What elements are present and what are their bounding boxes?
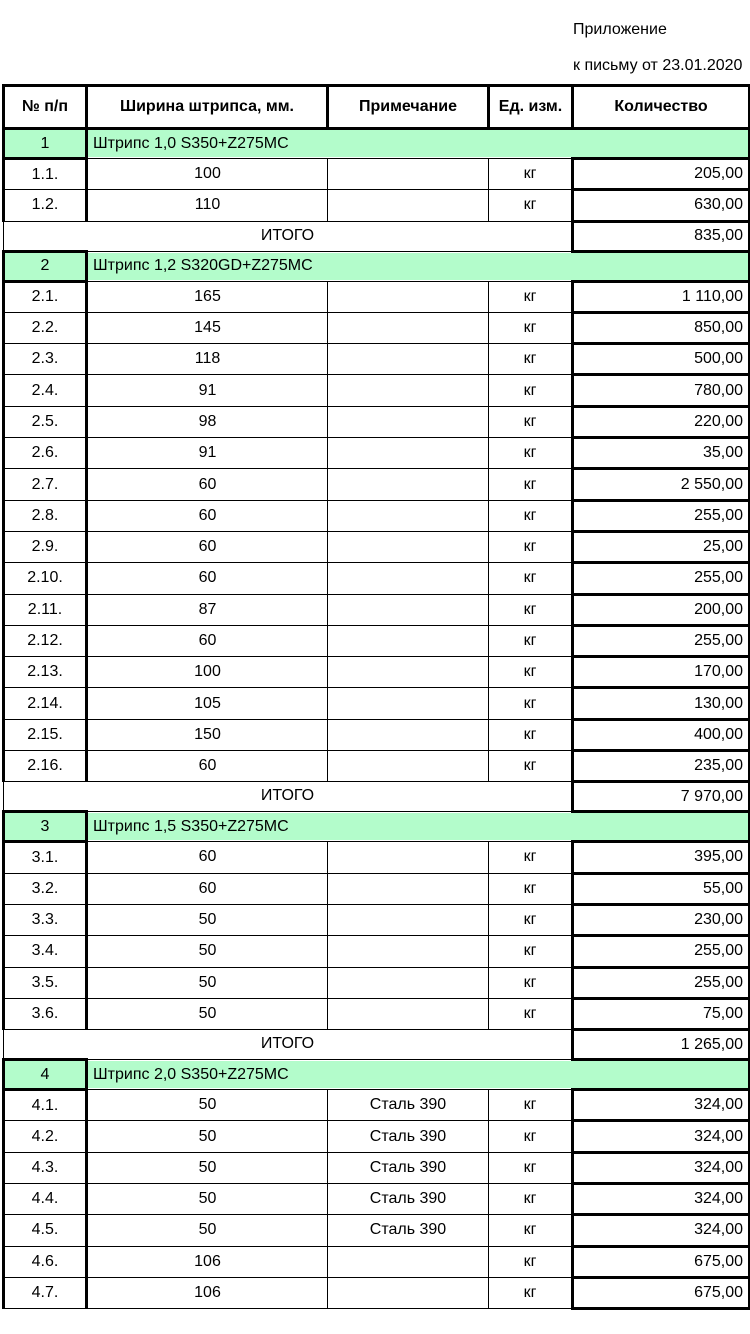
unit-of-measure: кг	[489, 1121, 573, 1152]
unit-of-measure: кг	[489, 657, 573, 688]
row-note	[328, 190, 489, 221]
unit-of-measure: кг	[489, 159, 573, 190]
total-label: ИТОГО	[4, 221, 573, 251]
row-number: 4.2.	[4, 1121, 87, 1152]
table-row	[4, 967, 750, 998]
row-number: 4.1.	[4, 1090, 87, 1121]
strip-width: 50	[87, 904, 328, 935]
table-row	[4, 312, 750, 343]
total-row	[4, 1030, 750, 1060]
row-note	[328, 281, 489, 312]
quantity: 230,00	[573, 904, 750, 935]
table-body	[4, 129, 750, 1309]
table-row	[4, 469, 750, 500]
row-number: 1.2.	[4, 190, 87, 221]
row-number: 2.3.	[4, 344, 87, 375]
row-number: 2.11.	[4, 594, 87, 625]
section-number: 1	[4, 129, 87, 159]
unit-of-measure: кг	[489, 406, 573, 437]
quantity: 255,00	[573, 936, 750, 967]
section-row	[4, 1060, 750, 1090]
strip-width: 60	[87, 563, 328, 594]
table-row	[4, 688, 750, 719]
quantity: 500,00	[573, 344, 750, 375]
quantity: 400,00	[573, 719, 750, 750]
row-number: 3.3.	[4, 904, 87, 935]
table-row	[4, 406, 750, 437]
unit-of-measure: кг	[489, 967, 573, 998]
row-number: 4.6.	[4, 1246, 87, 1277]
row-number: 4.5.	[4, 1215, 87, 1246]
quantity: 255,00	[573, 563, 750, 594]
row-number: 2.2.	[4, 312, 87, 343]
row-note	[328, 625, 489, 656]
unit-of-measure: кг	[489, 1246, 573, 1277]
row-number: 2.13.	[4, 657, 87, 688]
unit-of-measure: кг	[489, 936, 573, 967]
row-number: 2.1.	[4, 281, 87, 312]
strip-width: 50	[87, 1215, 328, 1246]
table-row	[4, 375, 750, 406]
row-note	[328, 563, 489, 594]
strip-width: 91	[87, 438, 328, 469]
unit-of-measure: кг	[489, 873, 573, 904]
row-note	[328, 406, 489, 437]
unit-of-measure: кг	[489, 1152, 573, 1183]
row-number: 2.14.	[4, 688, 87, 719]
row-note	[328, 688, 489, 719]
row-number: 2.16.	[4, 751, 87, 782]
row-number: 4.4.	[4, 1184, 87, 1215]
table-row	[4, 1090, 750, 1121]
total-label: ИТОГО	[4, 1030, 573, 1060]
unit-of-measure: кг	[489, 719, 573, 750]
strip-width: 91	[87, 375, 328, 406]
table-row	[4, 1121, 750, 1152]
section-number: 4	[4, 1060, 87, 1090]
row-note	[328, 375, 489, 406]
row-note	[328, 469, 489, 500]
quantity: 2 550,00	[573, 469, 750, 500]
appendix-title: Приложение	[573, 21, 667, 38]
row-number: 2.9.	[4, 531, 87, 562]
table-row	[4, 751, 750, 782]
total-quantity: 1 265,00	[573, 1030, 750, 1060]
row-note	[328, 312, 489, 343]
quantity: 205,00	[573, 159, 750, 190]
unit-of-measure: кг	[489, 281, 573, 312]
quantity: 200,00	[573, 594, 750, 625]
unit-of-measure: кг	[489, 469, 573, 500]
unit-of-measure: кг	[489, 1184, 573, 1215]
unit-of-measure: кг	[489, 375, 573, 406]
unit-of-measure: кг	[489, 190, 573, 221]
row-number: 2.6.	[4, 438, 87, 469]
section-row	[4, 812, 750, 842]
row-number: 4.7.	[4, 1277, 87, 1308]
row-number: 3.2.	[4, 873, 87, 904]
row-number: 2.15.	[4, 719, 87, 750]
row-number: 2.8.	[4, 500, 87, 531]
col-header-quantity: Количество	[573, 86, 750, 129]
strip-width: 165	[87, 281, 328, 312]
appendix-letter-date: к письму от 23.01.2020	[573, 57, 743, 74]
strip-order-table	[2, 84, 750, 1310]
unit-of-measure: кг	[489, 344, 573, 375]
unit-of-measure: кг	[489, 594, 573, 625]
section-title: Штрипс 1,2 S320GD+Z275MC	[87, 251, 750, 281]
table-row	[4, 1246, 750, 1277]
quantity: 255,00	[573, 625, 750, 656]
row-number: 3.1.	[4, 842, 87, 873]
table-row	[4, 998, 750, 1029]
table-row	[4, 531, 750, 562]
quantity: 675,00	[573, 1246, 750, 1277]
row-number: 1.1.	[4, 159, 87, 190]
unit-of-measure: кг	[489, 1215, 573, 1246]
row-note	[328, 159, 489, 190]
col-header-unit: Ед. изм.	[489, 86, 573, 129]
row-note	[328, 998, 489, 1029]
section-title: Штрипс 1,0 S350+Z275MC	[87, 129, 750, 159]
strip-width: 60	[87, 500, 328, 531]
strip-width: 150	[87, 719, 328, 750]
strip-width: 50	[87, 998, 328, 1029]
table-row	[4, 1184, 750, 1215]
table-row	[4, 500, 750, 531]
table-row	[4, 1152, 750, 1183]
table-row	[4, 842, 750, 873]
strip-width: 60	[87, 469, 328, 500]
section-title: Штрипс 1,5 S350+Z275MC	[87, 812, 750, 842]
strip-width: 50	[87, 1152, 328, 1183]
row-note	[328, 531, 489, 562]
quantity: 25,00	[573, 531, 750, 562]
unit-of-measure: кг	[489, 625, 573, 656]
section-number: 2	[4, 251, 87, 281]
row-number: 2.10.	[4, 563, 87, 594]
total-row	[4, 782, 750, 812]
strip-width: 60	[87, 842, 328, 873]
unit-of-measure: кг	[489, 531, 573, 562]
quantity: 630,00	[573, 190, 750, 221]
quantity: 395,00	[573, 842, 750, 873]
strip-width: 60	[87, 751, 328, 782]
quantity: 255,00	[573, 967, 750, 998]
strip-width: 60	[87, 531, 328, 562]
quantity: 780,00	[573, 375, 750, 406]
quantity: 1 110,00	[573, 281, 750, 312]
row-note	[328, 1277, 489, 1308]
section-row	[4, 129, 750, 159]
strip-width: 105	[87, 688, 328, 719]
row-note	[328, 657, 489, 688]
quantity: 35,00	[573, 438, 750, 469]
strip-width: 87	[87, 594, 328, 625]
unit-of-measure: кг	[489, 312, 573, 343]
total-label: ИТОГО	[4, 782, 573, 812]
row-note	[328, 967, 489, 998]
strip-width: 118	[87, 344, 328, 375]
section-row	[4, 251, 750, 281]
table-row	[4, 873, 750, 904]
unit-of-measure: кг	[489, 904, 573, 935]
table-row	[4, 904, 750, 935]
row-note	[328, 719, 489, 750]
header-row	[4, 86, 750, 129]
col-header-number: № п/п	[4, 86, 87, 129]
row-note: Сталь 390	[328, 1215, 489, 1246]
table-row	[4, 657, 750, 688]
quantity: 75,00	[573, 998, 750, 1029]
section-title: Штрипс 2,0 S350+Z275MC	[87, 1060, 750, 1090]
row-note: Сталь 390	[328, 1090, 489, 1121]
row-number: 2.12.	[4, 625, 87, 656]
strip-width: 106	[87, 1246, 328, 1277]
unit-of-measure: кг	[489, 998, 573, 1029]
quantity: 324,00	[573, 1184, 750, 1215]
strip-width: 100	[87, 159, 328, 190]
table-row	[4, 1277, 750, 1308]
row-note	[328, 936, 489, 967]
strip-width: 110	[87, 190, 328, 221]
row-note: Сталь 390	[328, 1121, 489, 1152]
unit-of-measure: кг	[489, 1277, 573, 1308]
unit-of-measure: кг	[489, 438, 573, 469]
row-note	[328, 842, 489, 873]
table-header	[4, 86, 750, 129]
row-number: 3.4.	[4, 936, 87, 967]
table-row	[4, 936, 750, 967]
row-number: 2.5.	[4, 406, 87, 437]
table-row	[4, 159, 750, 190]
quantity: 130,00	[573, 688, 750, 719]
row-note	[328, 594, 489, 625]
table-row	[4, 1215, 750, 1246]
row-number: 3.6.	[4, 998, 87, 1029]
unit-of-measure: кг	[489, 842, 573, 873]
row-note	[328, 873, 489, 904]
unit-of-measure: кг	[489, 500, 573, 531]
row-number: 2.7.	[4, 469, 87, 500]
row-note	[328, 904, 489, 935]
strip-width: 50	[87, 967, 328, 998]
row-note	[328, 344, 489, 375]
row-note	[328, 1246, 489, 1277]
quantity: 220,00	[573, 406, 750, 437]
unit-of-measure: кг	[489, 563, 573, 594]
quantity: 324,00	[573, 1215, 750, 1246]
row-note: Сталь 390	[328, 1184, 489, 1215]
section-number: 3	[4, 812, 87, 842]
quantity: 324,00	[573, 1090, 750, 1121]
strip-width: 50	[87, 1121, 328, 1152]
unit-of-measure: кг	[489, 751, 573, 782]
total-quantity: 835,00	[573, 221, 750, 251]
table-row	[4, 438, 750, 469]
row-number: 4.3.	[4, 1152, 87, 1183]
quantity: 324,00	[573, 1121, 750, 1152]
unit-of-measure: кг	[489, 688, 573, 719]
row-number: 2.4.	[4, 375, 87, 406]
table-row	[4, 594, 750, 625]
strip-width: 50	[87, 1184, 328, 1215]
col-header-width: Ширина штрипса, мм.	[87, 86, 328, 129]
strip-width: 100	[87, 657, 328, 688]
strip-width: 60	[87, 625, 328, 656]
total-quantity: 7 970,00	[573, 782, 750, 812]
total-row	[4, 221, 750, 251]
quantity: 235,00	[573, 751, 750, 782]
table-row	[4, 625, 750, 656]
strip-width: 60	[87, 873, 328, 904]
table-row	[4, 719, 750, 750]
col-header-note: Примечание	[328, 86, 489, 129]
table-row	[4, 190, 750, 221]
strip-width: 98	[87, 406, 328, 437]
table-row	[4, 281, 750, 312]
strip-width: 106	[87, 1277, 328, 1308]
row-note	[328, 751, 489, 782]
quantity: 675,00	[573, 1277, 750, 1308]
row-note: Сталь 390	[328, 1152, 489, 1183]
quantity: 324,00	[573, 1152, 750, 1183]
quantity: 170,00	[573, 657, 750, 688]
strip-width: 145	[87, 312, 328, 343]
row-number: 3.5.	[4, 967, 87, 998]
quantity: 850,00	[573, 312, 750, 343]
table-row	[4, 344, 750, 375]
strip-width: 50	[87, 936, 328, 967]
quantity: 55,00	[573, 873, 750, 904]
unit-of-measure: кг	[489, 1090, 573, 1121]
table-row	[4, 563, 750, 594]
quantity: 255,00	[573, 500, 750, 531]
row-note	[328, 438, 489, 469]
row-note	[328, 500, 489, 531]
strip-width: 50	[87, 1090, 328, 1121]
